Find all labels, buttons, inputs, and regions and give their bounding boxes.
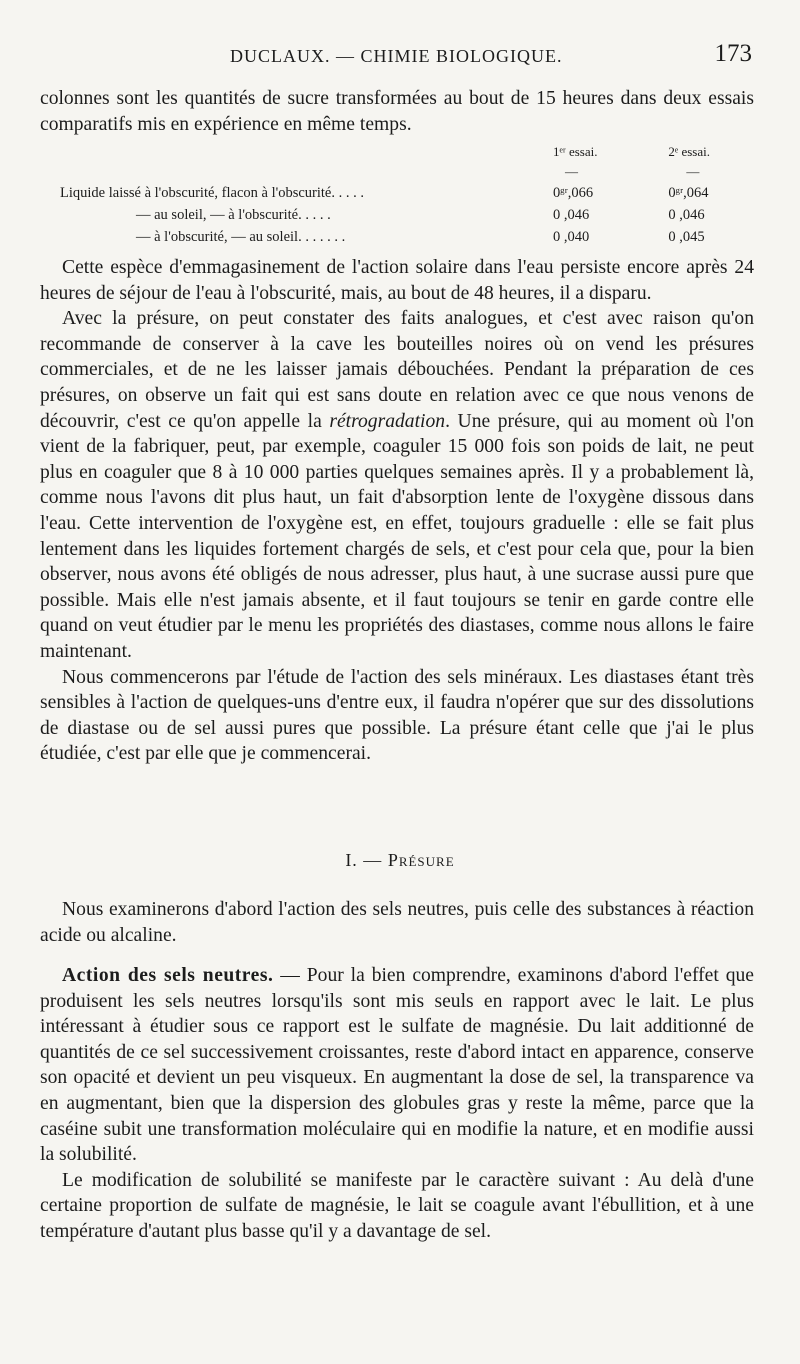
table-header-row <box>60 142 710 162</box>
emphasis-term: rétrogradation <box>329 410 446 432</box>
row-label: — à l'obscurité, — au soleil. . . . . . . <box>136 228 346 245</box>
page-header <box>40 40 752 76</box>
value-essai-2: 0ᵍʳ,064 <box>668 184 709 201</box>
row-label: Liquide laissé à l'obscurité, flacon à l'obscurité. . . . . <box>60 184 364 201</box>
page-number: 173 <box>714 40 752 67</box>
table-dash-row <box>60 162 710 182</box>
intro-paragraph-block <box>40 86 754 137</box>
paragraph: Nous commencerons par l'étude de l'action des sels minéraux. Les diastases étant très sensibles à l'action de quelques-uns d'entre eux, il faudra n'opérer que sur des dissolutions de diastase ou de sel aussi pures que possible. La présure étant celle que j'ai le plus étudiée, c'est par elle que je commencerai. <box>40 666 754 765</box>
dash: — <box>686 164 700 179</box>
section-number: I. — <box>345 850 383 870</box>
value-essai-2: 0 ,045 <box>668 228 705 245</box>
value-essai-1: 0 ,040 <box>553 228 590 245</box>
dash: — <box>565 164 579 179</box>
paragraph: colonnes sont les quantités de sucre transformées au bout de 15 heures dans deux essais comparatifs mis en expérience en même temps. <box>40 88 754 135</box>
value-essai-2: 0 ,046 <box>668 206 705 223</box>
subsection-lead: Action des sels neutres. <box>62 965 274 986</box>
value-essai-1: 0 ,046 <box>553 206 590 223</box>
results-table <box>60 142 710 248</box>
section-intro-block <box>40 897 754 948</box>
table-row <box>60 226 710 248</box>
paragraph: Cette espèce d'emmagasinement de l'action solaire dans l'eau persiste encore après 24 heures de séjour de l'eau à l'obscurité, mais, au bout de 48 heures, il a disparu. <box>40 257 754 304</box>
table-row <box>60 182 710 204</box>
subsection-text-block <box>40 963 754 1245</box>
column-header-essai-2: 2ᵉ essai. <box>668 144 710 159</box>
value-essai-1: 0ᵍʳ,066 <box>553 184 594 201</box>
paragraph: Nous examinerons d'abord l'action des sels neutres, puis celle des substances à réaction acide ou alcaline. <box>40 899 754 946</box>
row-label: — au soleil, — à l'obscurité. . . . . <box>136 206 331 223</box>
running-head: DUCLAUX. — CHIMIE BIOLOGIQUE. <box>230 46 563 66</box>
paragraph: Avec la présure, on peut constater des faits analogues, et c'est avec raison qu'on recommande de conserver à la cave les bouteilles noires où on vend les présures commerciales, et de ne les laisser jamais débouchées. Pendant la préparation de ces présures, on observe un fait qui est sans doute en relation avec ce que nous venons de découvrir, c'est ce qu'on appelle la rétrogradation. Une présure, qui au moment où l'on vient de la fabriquer, peut, par exemple, coaguler 15 000 fois son poids de lait, ne peut plus en coaguler que 8 à 10 000 parties quelques semaines après. Il y a probablement là, comme nous l'avons dit plus haut, un fait d'absorption lente de l'oxygène dissous dans l'eau. Cette intervention de l'oxygène est, en effet, toujours graduelle : elle se fait plus lentement dans les liquides fortement chargés de sels, et c'est pour cela que, pour la bien observer, nous avons été obligés de nous adresser, plus haut, à une sucrase aussi pure que possible. Mais elle n'est jamais absente, et il faut toujours se tenir en garde contre elle quand on veut étudier par le menu les propriétés des diastases, comme nous allons le faire maintenant. <box>40 308 754 662</box>
table-row <box>60 204 710 226</box>
section-title: Présure <box>387 850 455 870</box>
paragraph: Le modification de solubilité se manifeste par le caractère suivant : Au delà d'une certaine proportion de sulfate de magnésie, le lait se coagule avant l'ébullition, et à une température d'autant plus basse qu'il y a davantage de sel. <box>40 1169 754 1242</box>
section-heading <box>0 850 800 871</box>
column-header-essai-1: 1ᵉʳ essai. <box>553 144 598 159</box>
body-text-block <box>40 255 754 767</box>
paragraph: Action des sels neutres. — Pour la bien comprendre, examinons d'abord l'effet que produisent les sels neutres lorsqu'ils sont mis seuls en rapport avec le lait. Le plus intéressant à étudier sous ce rapport est le sulfate de magnésie. Du lait additionné de quantités de ce sel successivement croissantes, reste d'abord intact en apparence, conserve son opacité et devient un peu visqueux. En augmentant la dose de sel, la transparence va en augmentant, bien que la dispersion des globules gras y reste la même, parce que la caséine subit une transformation moléculaire qui en modifie la nature, et en modifie aussi la solubilité. <box>40 965 754 1166</box>
